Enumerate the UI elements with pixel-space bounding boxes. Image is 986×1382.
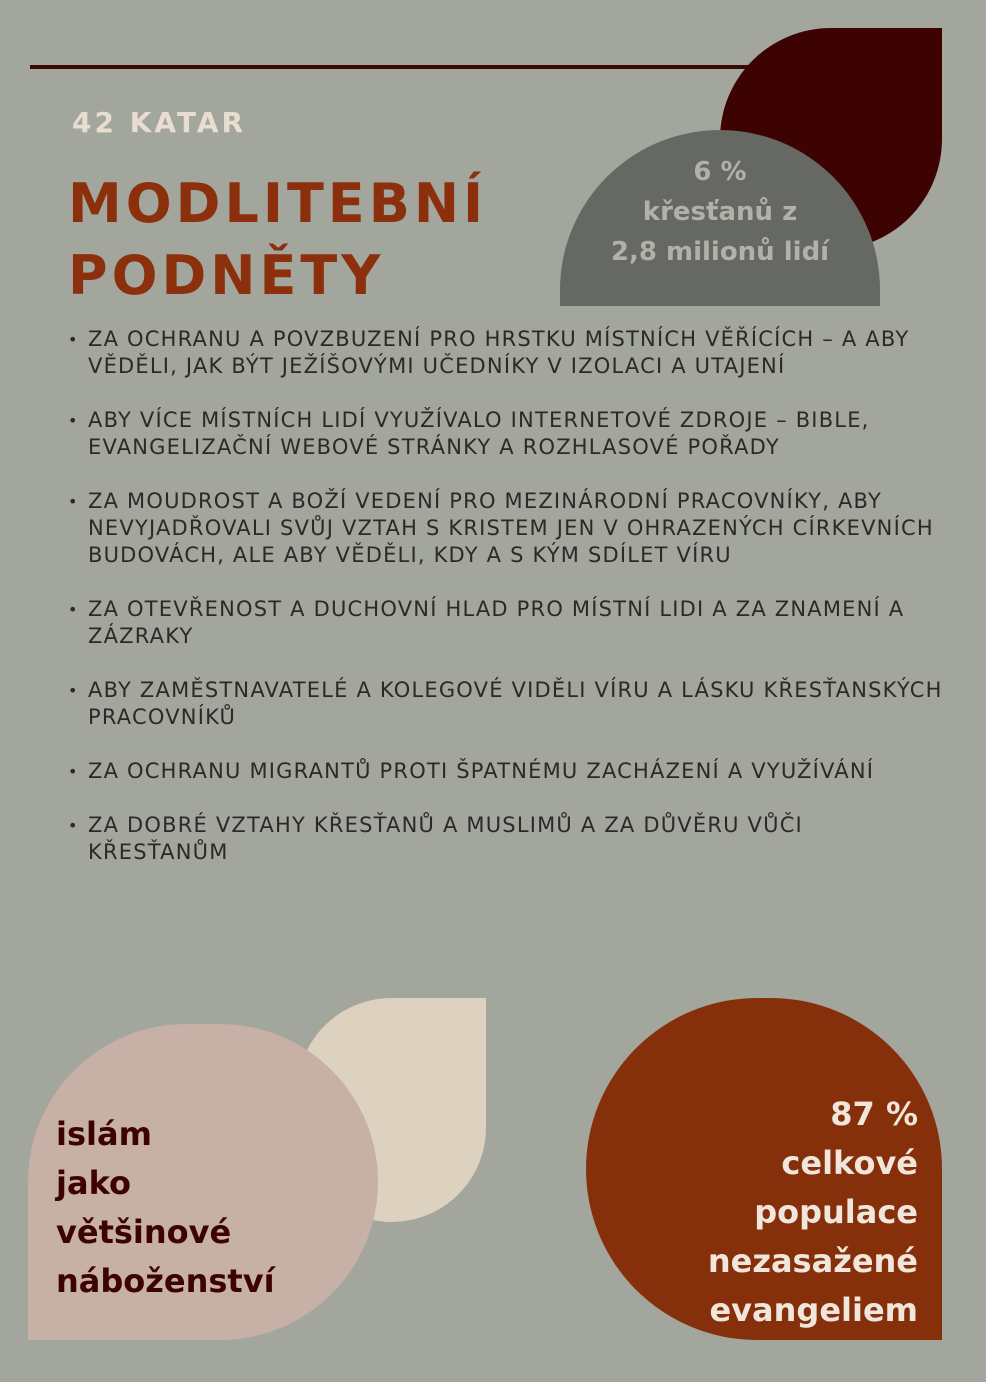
title-line2: PODNĚTY <box>68 244 385 307</box>
stat-left-line4: náboženství <box>56 1262 275 1300</box>
prayer-item: • ABY ZAMĚSTNAVATELÉ A KOLEGOVÉ VIDĚLI VÍRU A LÁSKU KŘESŤANSKÝCH PRACOVNÍKŮ <box>68 677 948 731</box>
prayer-item: • ZA OTEVŘENOST A DUCHOVNÍ HLAD PRO MÍSTNÍ LIDI A ZA ZNAMENÍ A ZÁZRAKY <box>68 596 948 650</box>
title-line1: MODLITEBNÍ <box>68 172 488 235</box>
religion-stat-text <box>56 1110 275 1306</box>
stat-top-line1: 6 % <box>693 157 747 187</box>
stat-left-line3: většinové <box>56 1213 232 1251</box>
unreached-stat-text <box>708 1090 918 1335</box>
prayer-list <box>68 326 948 893</box>
top-divider-line <box>30 65 770 69</box>
stat-right-line5: evangeliem <box>709 1291 918 1329</box>
christians-stat-badge <box>560 130 880 306</box>
stat-right-line2: celkové <box>781 1144 918 1182</box>
stat-top-line3: 2,8 milionů lidí <box>610 237 830 267</box>
stat-left-line2: jako <box>56 1164 131 1202</box>
prayer-item: • ZA OCHRANU A POVZBUZENÍ PRO HRSTKU MÍSTNÍCH VĚŘÍCÍCH – A ABY VĚDĚLI, JAK BÝT JEŽÍŠOVÝMI UČEDNÍKY V IZOLACI A UTAJENÍ <box>68 326 948 380</box>
stat-left-line1: islám <box>56 1115 152 1153</box>
prayer-item: • ABY VÍCE MÍSTNÍCH LIDÍ VYUŽÍVALO INTERNETOVÉ ZDROJE – BIBLE, EVANGELIZAČNÍ WEBOVÉ STRÁNKY A ROZHLASOVÉ POŘADY <box>68 407 948 461</box>
stat-right-line3: populace <box>754 1193 918 1231</box>
prayer-item: • ZA MOUDROST A BOŽÍ VEDENÍ PRO MEZINÁRODNÍ PRACOVNÍKY, ABY NEVYJADŘOVALI SVŮJ VZTAH S KRISTEM JEN V OHRAZENÝCH CÍRKEVNÍCH BUDOVÁCH, ALE ABY VĚDĚLI, KDY A S KÝM SDÍLET VÍRU <box>68 488 948 569</box>
page-title <box>68 168 487 312</box>
country-subtitle: 42 KATAR <box>72 106 247 139</box>
stat-right-line4: nezasažené <box>707 1242 918 1280</box>
stat-top-line2: křesťanů z <box>642 197 798 227</box>
prayer-item: • ZA OCHRANU MIGRANTŮ PROTI ŠPATNÉMU ZACHÁZENÍ A VYUŽÍVÁNÍ <box>68 758 948 785</box>
prayer-item: • ZA DOBRÉ VZTAHY KŘESŤANŮ A MUSLIMŮ A ZA DŮVĚRU VŮČI KŘESŤANŮM <box>68 812 948 866</box>
stat-right-line1: 87 % <box>830 1095 918 1133</box>
